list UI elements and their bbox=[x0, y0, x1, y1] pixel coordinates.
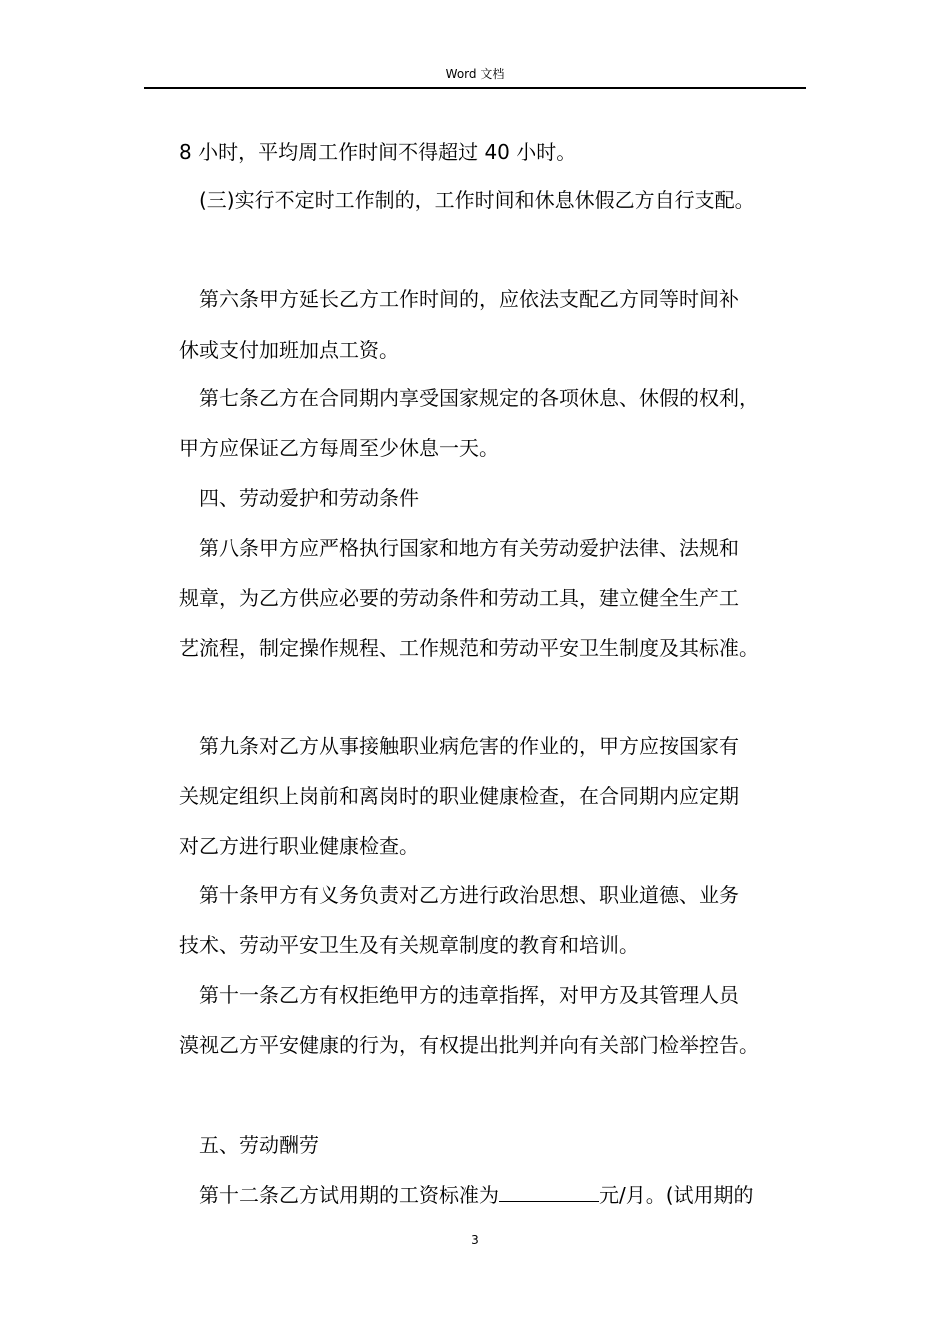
section-heading: 四、劳动爱护和劳动条件 bbox=[199, 486, 419, 510]
body-line: 漠视乙方平安健康的行为，有权提出批判并向有关部门检举控告。 bbox=[179, 1033, 759, 1057]
page-header-title: Word 文档 bbox=[445, 67, 505, 81]
body-line: 8 小时，平均周工作时间不得超过 40 小时。 bbox=[179, 140, 577, 164]
body-line: (三)实行不定时工作制的，工作时间和休息休假乙方自行支配。 bbox=[199, 188, 755, 212]
page-number: 3 bbox=[471, 1233, 479, 1247]
body-line: 第十一条乙方有权拒绝甲方的违章指挥，对甲方及其管理人员 bbox=[199, 983, 739, 1007]
body-line: 甲方应保证乙方每周至少休息一天。 bbox=[179, 436, 499, 460]
body-line: 对乙方进行职业健康检查。 bbox=[179, 834, 419, 858]
body-line: 第十条甲方有义务负责对乙方进行政治思想、职业道德、业务 bbox=[199, 883, 739, 907]
body-line: 艺流程，制定操作规程、工作规范和劳动平安卫生制度及其标准。 bbox=[179, 636, 759, 660]
header-divider bbox=[144, 87, 806, 89]
wage-line-suffix: 元/月。(试用期的 bbox=[599, 1183, 754, 1207]
body-line: 第九条对乙方从事接触职业病危害的作业的，甲方应按国家有 bbox=[199, 734, 739, 758]
body-line: 规章，为乙方供应必要的劳动条件和劳动工具，建立健全生产工 bbox=[179, 586, 739, 610]
body-line: 关规定组织上岗前和离岗时的职业健康检查，在合同期内应定期 bbox=[179, 784, 739, 808]
body-line: 技术、劳动平安卫生及有关规章制度的教育和培训。 bbox=[179, 933, 639, 957]
body-line-with-blank bbox=[199, 1181, 754, 1209]
wage-line-prefix: 第十二条乙方试用期的工资标准为 bbox=[199, 1183, 499, 1207]
body-line: 第八条甲方应严格执行国家和地方有关劳动爱护法律、法规和 bbox=[199, 536, 739, 560]
body-line: 第六条甲方延长乙方工作时间的，应依法支配乙方同等时间补 bbox=[199, 287, 739, 311]
wage-blank-field bbox=[499, 1181, 599, 1202]
body-line: 休或支付加班加点工资。 bbox=[179, 338, 399, 362]
section-heading: 五、劳动酬劳 bbox=[199, 1133, 319, 1157]
body-line: 第七条乙方在合同期内享受国家规定的各项休息、休假的权利， bbox=[199, 386, 759, 410]
